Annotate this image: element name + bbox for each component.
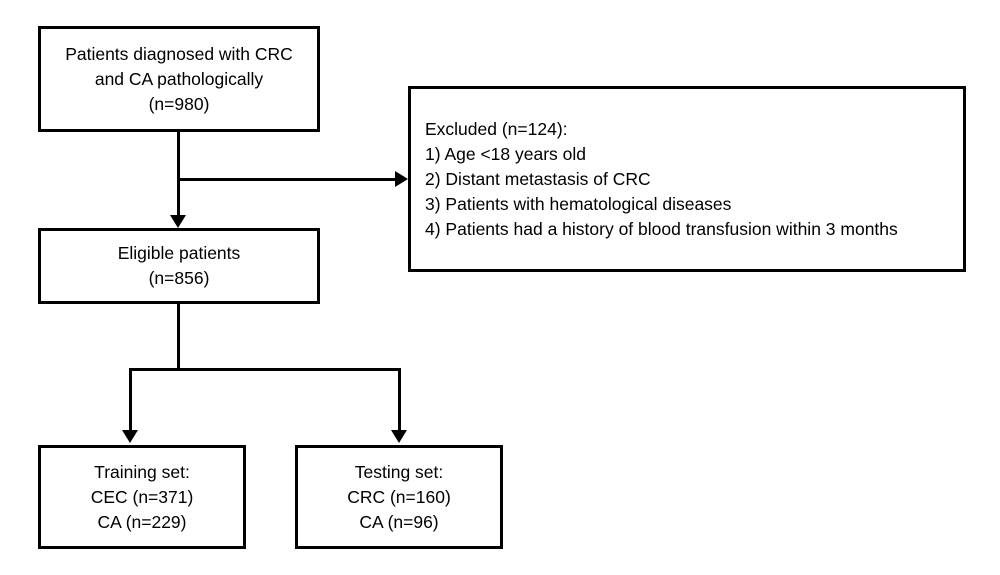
node-excluded-line-1: Excluded (n=124): <box>425 118 568 139</box>
node-source-line-1: Patients diagnosed with CRC <box>65 43 293 64</box>
node-testing-set <box>295 445 503 549</box>
node-testing-line-2: CRC (n=160) <box>347 486 451 507</box>
node-source <box>38 26 320 132</box>
arrowhead-source-to-eligible <box>170 215 186 228</box>
node-eligible-line-1: Eligible patients <box>117 243 241 263</box>
node-source-line-2: and CA pathologically <box>94 68 264 89</box>
node-excluded-line-5: 4) Patients had a history of blood transfusion within 3 months <box>425 218 898 239</box>
node-eligible-line-2: (n=856) <box>148 268 210 288</box>
node-source-line-3: (n=980) <box>148 93 210 114</box>
connector-trunk-to-excluded <box>177 178 399 181</box>
node-training-set <box>38 445 246 549</box>
node-training-line-3: CA (n=229) <box>97 511 187 532</box>
node-training-line-2: CEC (n=371) <box>90 486 194 507</box>
connector-split-to-training <box>129 368 132 430</box>
arrowhead-split-to-training <box>122 430 138 443</box>
arrowhead-split-to-testing <box>391 430 407 443</box>
node-excluded-line-4: 3) Patients with hematological diseases <box>425 193 732 214</box>
connector-split-to-testing <box>398 368 401 430</box>
node-testing-line-1: Testing set: <box>354 461 444 482</box>
node-training-line-1: Training set: <box>94 461 190 482</box>
node-eligible <box>38 228 320 304</box>
connector-split-horizontal <box>129 368 401 371</box>
node-excluded-line-3: 2) Distant metastasis of CRC <box>425 168 651 189</box>
connector-eligible-down <box>177 304 180 370</box>
node-testing-line-3: CA (n=96) <box>359 511 439 532</box>
connector-source-to-eligible <box>177 132 180 215</box>
arrowhead-trunk-to-excluded <box>395 171 408 187</box>
node-excluded <box>408 86 966 272</box>
node-excluded-line-2: 1) Age <18 years old <box>425 143 587 164</box>
